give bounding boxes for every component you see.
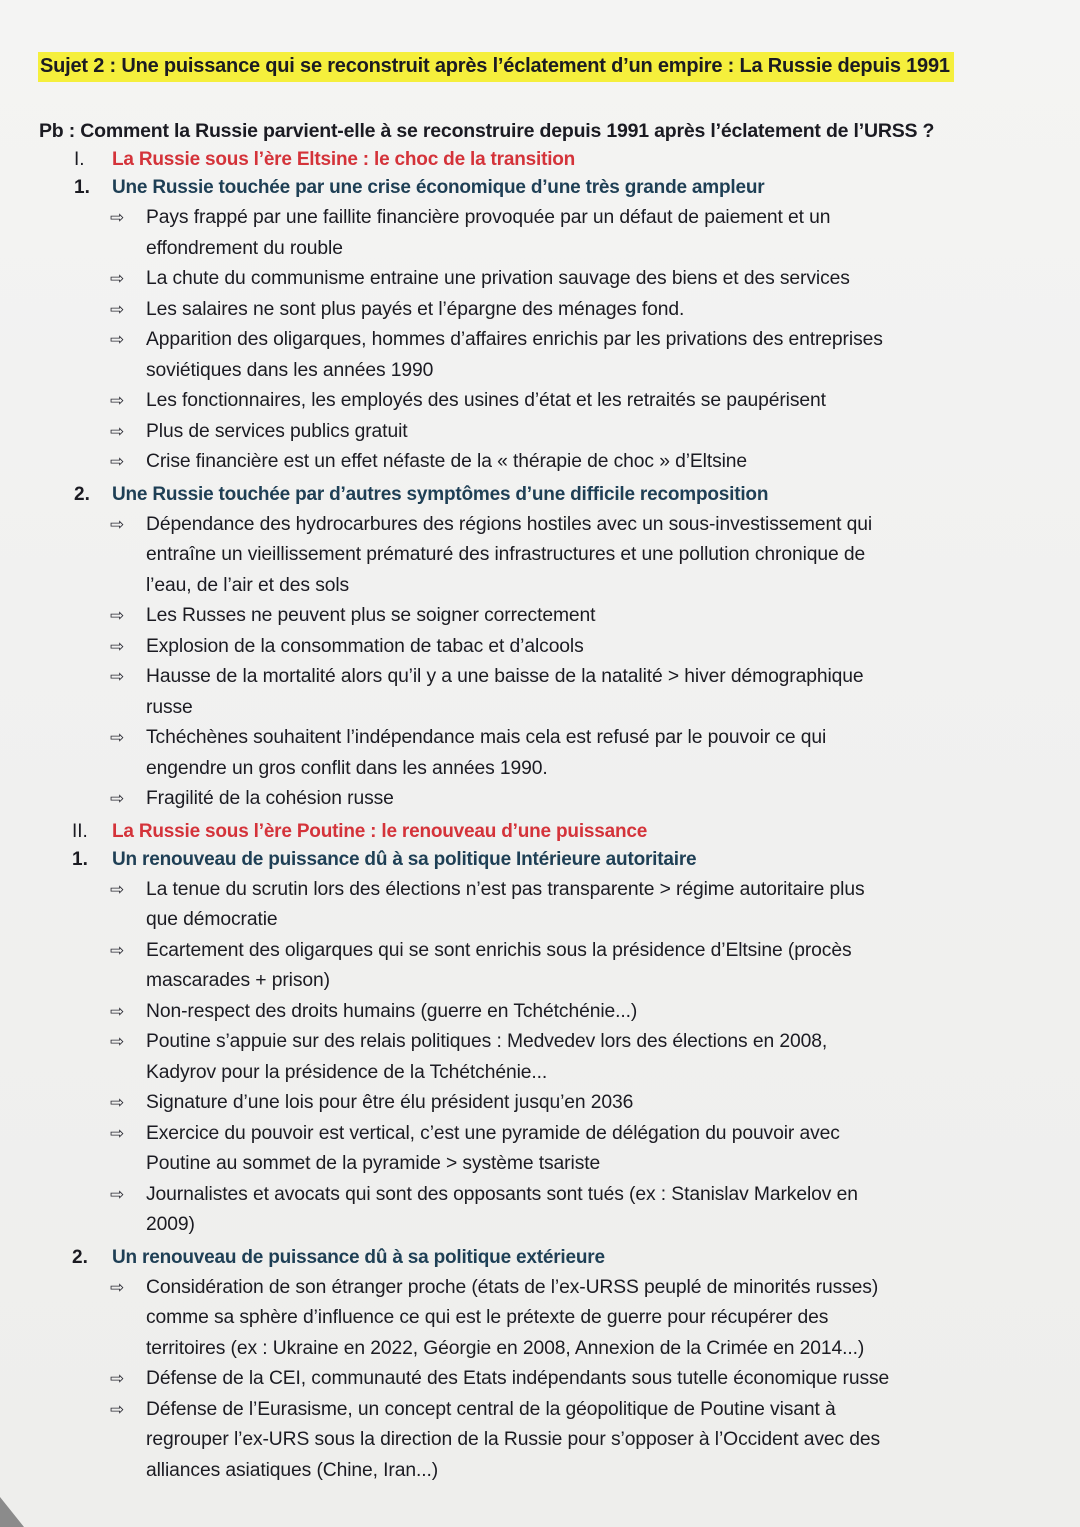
- list-item: [110, 1027, 1040, 1088]
- document-title: [38, 52, 1040, 82]
- part-number: II.: [72, 820, 88, 842]
- bullet-text: Considération de son étranger proche (états de l’ex-URSS peuplé de minorités russes) comme sa sphère d’influence ce qui est le prétexte de guerre pour récupérer des territoires (ex : Ukraine en 2022, Géorgie en 2008, Annexion de la Crimée en 2014...): [146, 1276, 879, 1359]
- bullet-list: [38, 203, 1040, 478]
- list-item: [110, 601, 1040, 632]
- right-arrow-icon: ⇨: [110, 667, 125, 686]
- right-arrow-icon: ⇨: [110, 940, 125, 960]
- bullet-text: La chute du communisme entraine une privation sauvage des biens et des services: [146, 268, 850, 289]
- bullet-text: Défense de la CEI, communauté des Etats indépendants sous tutelle économique russe: [146, 1368, 890, 1389]
- right-arrow-icon: ⇨: [110, 1001, 125, 1021]
- bullet-text: Les fonctionnaires, les employés des usines d’état et les retraités se paupérisent: [146, 390, 826, 411]
- right-arrow-icon: ⇨: [110, 391, 125, 410]
- list-item: [110, 1088, 1040, 1119]
- right-arrow-icon: ⇨: [110, 1123, 125, 1143]
- list-item: [110, 1364, 1040, 1395]
- right-arrow-icon: ⇨: [110, 330, 125, 349]
- section-heading: [38, 1247, 1040, 1269]
- list-item: [110, 784, 1040, 815]
- section-title: Un renouveau de puissance dû à sa politique extérieure: [112, 1246, 605, 1268]
- bullet-text: Pays frappé par une faillite financière provoquée par un défaut de paiement et un effondrement du rouble: [146, 207, 831, 259]
- bullet-text: La tenue du scrutin lors des élections n’est pas transparente > régime autoritaire plus que démocratie: [146, 878, 865, 930]
- title-highlight: Sujet 2 : Une puissance qui se reconstruit après l’éclatement d’un empire : La Russie depuis 1991: [38, 52, 954, 82]
- part-title: La Russie sous l’ère Eltsine : le choc de la transition: [112, 149, 576, 170]
- right-arrow-icon: ⇨: [110, 514, 125, 534]
- list-item: [110, 1180, 1040, 1241]
- list-item: [110, 510, 1040, 602]
- right-arrow-icon: ⇨: [110, 1277, 125, 1297]
- section-title: Une Russie touchée par une crise économique d’une très grande ampleur: [112, 177, 765, 198]
- right-arrow-icon: ⇨: [110, 1093, 125, 1112]
- part-2: [38, 821, 1040, 1487]
- list-item: [110, 662, 1040, 723]
- section-heading: [38, 177, 1040, 199]
- list-item: [110, 295, 1040, 326]
- section-title: Une Russie touchée par d’autres symptômes d’une difficile recomposition: [112, 483, 769, 505]
- bullet-text: Hausse de la mortalité alors qu’il y a une baisse de la natalité > hiver démographique russe: [146, 666, 864, 718]
- bullet-text: Défense de l’Eurasisme, un concept central de la géopolitique de Poutine visant à regrouper l’ex-URS sous la direction de la Russie pour s’opposer à l’Occident avec des alliances asiatiques (Chine, Iran...): [146, 1398, 881, 1481]
- bullet-text: Les Russes ne peuvent plus se soigner correctement: [146, 605, 596, 626]
- part-title: La Russie sous l’ère Poutine : le renouveau d’une puissance: [112, 820, 648, 842]
- list-item: [110, 1273, 1040, 1365]
- right-arrow-icon: ⇨: [110, 269, 125, 288]
- right-arrow-icon: ⇨: [110, 452, 125, 471]
- list-item: [110, 936, 1040, 997]
- bullet-list: [38, 510, 1040, 815]
- part-1: [38, 149, 1040, 815]
- right-arrow-icon: ⇨: [110, 1399, 125, 1419]
- part-heading: [38, 821, 1040, 843]
- list-item: [110, 447, 1040, 478]
- right-arrow-icon: ⇨: [110, 1184, 125, 1204]
- section-heading: [38, 484, 1040, 506]
- right-arrow-icon: ⇨: [110, 789, 125, 808]
- section-title: Un renouveau de puissance dû à sa politique Intérieure autoritaire: [112, 848, 697, 870]
- bullet-text: Poutine s’appuie sur des relais politiques : Medvedev lors des élections en 2008, Kadyrov pour la présidence de la Tchétchénie...: [146, 1031, 828, 1083]
- outline: [38, 149, 1040, 1486]
- right-arrow-icon: ⇨: [110, 299, 125, 319]
- bullet-list: [38, 1273, 1040, 1487]
- bullet-text: Journalistes et avocats qui sont des opposants sont tués (ex : Stanislav Markelov en 2009): [146, 1183, 858, 1235]
- right-arrow-icon: ⇨: [110, 879, 125, 899]
- right-arrow-icon: ⇨: [110, 728, 125, 747]
- bullet-list: [38, 875, 1040, 1241]
- list-item: [110, 632, 1040, 663]
- bullet-text: Apparition des oligarques, hommes d’affaires enrichis par les privations des entreprises soviétiques dans les années 1990: [146, 329, 883, 381]
- right-arrow-icon: ⇨: [110, 421, 125, 441]
- section-number: 2.: [72, 1246, 88, 1268]
- right-arrow-icon: ⇨: [110, 1032, 125, 1051]
- bullet-text: Exercice du pouvoir est vertical, c’est une pyramide de délégation du pouvoir avec Poutine au sommet de la pyramide > système tsariste: [146, 1122, 840, 1174]
- bullet-text: Fragilité de la cohésion russe: [146, 788, 394, 809]
- bullet-text: Crise financière est un effet néfaste de la « thérapie de choc » d’Eltsine: [146, 451, 748, 472]
- bullet-text: Plus de services publics gratuit: [146, 420, 408, 442]
- right-arrow-icon: ⇨: [110, 208, 125, 227]
- list-item: [110, 386, 1040, 417]
- list-item: [110, 1119, 1040, 1180]
- problem-statement: Pb : Comment la Russie parvient-elle à se reconstruire depuis 1991 après l’éclatement de l’URSS ?: [39, 120, 935, 142]
- bullet-text: Les salaires ne sont plus payés et l’épargne des ménages fond.: [146, 298, 685, 320]
- section-number: 1.: [74, 177, 90, 198]
- list-item: [110, 997, 1040, 1028]
- section-heading: [38, 849, 1040, 871]
- bullet-text: Tchéchènes souhaitent l’indépendance mais cela est refusé par le pouvoir ce qui engendre un gros conflit dans les années 1990.: [146, 727, 827, 779]
- section-number: 2.: [74, 483, 90, 505]
- right-arrow-icon: ⇨: [110, 636, 125, 656]
- right-arrow-icon: ⇨: [110, 1369, 125, 1388]
- bullet-text: Ecartement des oligarques qui se sont enrichis sous la présidence d’Eltsine (procès mascarades + prison): [146, 939, 852, 991]
- bullet-text: Non-respect des droits humains (guerre en Tchétchénie...): [146, 1000, 638, 1022]
- page-corner-shadow: [0, 1497, 24, 1527]
- bullet-text: Signature d’une lois pour être élu président jusqu’en 2036: [146, 1092, 634, 1113]
- part-heading: [38, 149, 1040, 171]
- list-item: [110, 875, 1040, 936]
- list-item: [110, 1395, 1040, 1487]
- right-arrow-icon: ⇨: [110, 606, 125, 625]
- section-number: 1.: [72, 848, 88, 870]
- list-item: [110, 417, 1040, 448]
- list-item: [110, 723, 1040, 784]
- part-number: I.: [74, 149, 85, 170]
- bullet-text: Dépendance des hydrocarbures des régions hostiles avec un sous-investissement qui entraîne un vieillissement prématuré des infrastructures et une pollution chronique de l’eau, de l’air et des sols: [146, 513, 873, 596]
- list-item: [110, 264, 1040, 295]
- bullet-text: Explosion de la consommation de tabac et d’alcools: [146, 635, 584, 657]
- list-item: [110, 203, 1040, 264]
- list-item: [110, 325, 1040, 386]
